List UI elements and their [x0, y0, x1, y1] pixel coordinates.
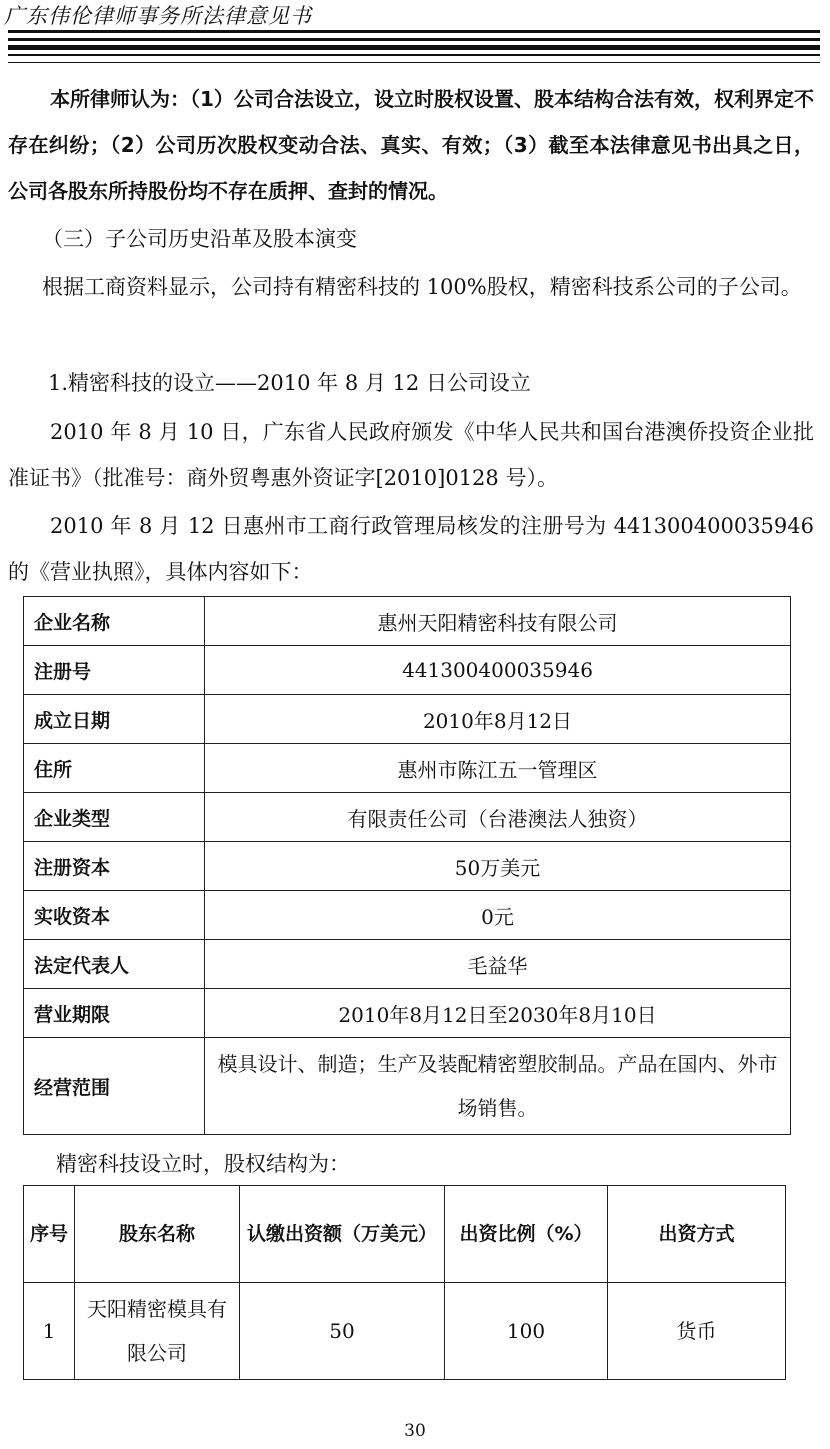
table-cell: 天阳精密模具有限公司: [75, 1283, 240, 1380]
table-value: 惠州天阳精密科技有限公司: [205, 597, 791, 646]
table-cell: 50: [240, 1283, 445, 1380]
table-label: 成立日期: [24, 695, 205, 744]
table-value: 模具设计、制造；生产及装配精密塑胶制品。产品在国内、外市场销售。: [205, 1038, 791, 1135]
table-header-row: [24, 1186, 786, 1283]
table-row: [24, 1038, 791, 1135]
body-paragraph: 2010 年 8 月 12 日惠州市工商行政管理局核发的注册号为 441300400035946 的《营业执照》，具体内容如下：: [8, 514, 814, 584]
table-label: 住所: [24, 744, 205, 793]
header-rule: [8, 62, 820, 63]
table-value: 毛益华: [205, 940, 791, 989]
table-row: [24, 646, 791, 695]
header-rule: [8, 38, 820, 41]
table-value: 0元: [205, 891, 791, 940]
table-label: 企业名称: [24, 597, 205, 646]
table-label: 经营范围: [24, 1038, 205, 1135]
table-value: 2010年8月12日至2030年8月10日: [205, 989, 791, 1038]
table-row: [24, 989, 791, 1038]
column-header: 出资方式: [608, 1186, 786, 1283]
table-row: [24, 793, 791, 842]
column-header: 股东名称: [75, 1186, 240, 1283]
page-number: 30: [404, 1421, 426, 1441]
table-label: 注册资本: [24, 842, 205, 891]
table-row: [24, 1283, 786, 1380]
business-license-table: [23, 596, 791, 1135]
section-heading: （三）子公司历史沿革及股本演变: [42, 227, 357, 251]
table-value: 2010年8月12日: [205, 695, 791, 744]
table-row: [24, 744, 791, 793]
table-label: 营业期限: [24, 989, 205, 1038]
conclusion-paragraph: 本所律师认为：（1）公司合法设立，设立时股权设置、股本结构合法有效，权利界定不存在纠纷；（2）公司历次股权变动合法、真实、有效；（3）截至本法律意见书出具之日，公司各股东所持股份均不存在质押、查封的情况。: [8, 87, 814, 203]
table-value: 惠州市陈江五一管理区: [205, 744, 791, 793]
header-rule: [8, 54, 820, 56]
header-title: 广东伟伦律师事务所法律意见书: [4, 4, 312, 28]
table-label: 法定代表人: [24, 940, 205, 989]
subsection-heading: 1.精密科技的设立——2010 年 8 月 12 日公司设立: [48, 371, 531, 395]
body-paragraph: 根据工商资料显示，公司持有精密科技的 100%股权，精密科技系公司的子公司。: [42, 275, 802, 299]
table-value: 441300400035946: [205, 646, 791, 695]
column-header: 序号: [24, 1186, 75, 1283]
table-value: 50万美元: [205, 842, 791, 891]
table-row: [24, 891, 791, 940]
table-label: 实收资本: [24, 891, 205, 940]
table-row: [24, 940, 791, 989]
equity-structure-table: [23, 1185, 786, 1380]
table-value: 有限责任公司（台港澳法人独资）: [205, 793, 791, 842]
table-cell: 100: [445, 1283, 608, 1380]
body-paragraph: 2010 年 8 月 10 日，广东省人民政府颁发《中华人民共和国台港澳侨投资企业批准证书》（批准号：商外贸粤惠外资证字[2010]0128 号）。: [8, 420, 814, 490]
table-label: 企业类型: [24, 793, 205, 842]
header-rule: [8, 45, 820, 50]
column-header: 出资比例（%）: [445, 1186, 608, 1283]
table-cell: 货币: [608, 1283, 786, 1380]
header-rule: [8, 30, 820, 33]
column-header: 认缴出资额（万美元）: [240, 1186, 445, 1283]
table-label: 注册号: [24, 646, 205, 695]
table-cell: 1: [24, 1283, 75, 1380]
table-row: [24, 597, 791, 646]
table-row: [24, 695, 791, 744]
table-row: [24, 842, 791, 891]
body-paragraph: 精密科技设立时，股权结构为：: [56, 1152, 350, 1176]
